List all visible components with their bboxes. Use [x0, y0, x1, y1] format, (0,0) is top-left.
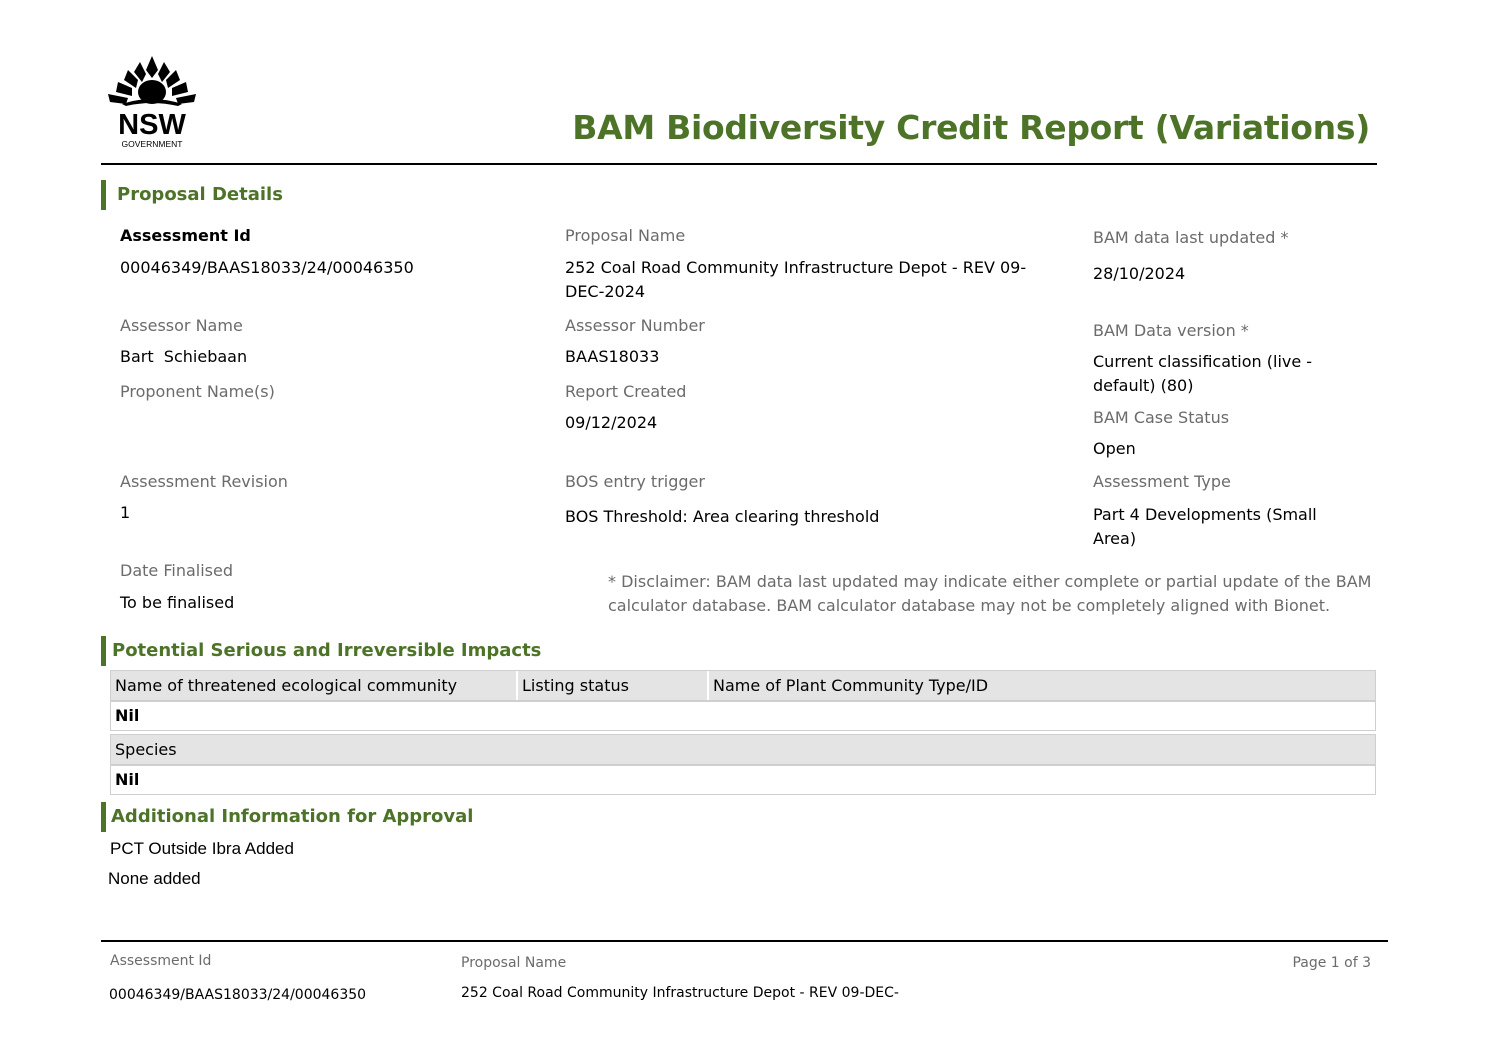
- waratah-icon: [106, 54, 198, 150]
- assessment-id-label: Assessment Id: [120, 226, 251, 245]
- assessment-revision-value: 1: [120, 503, 131, 522]
- bam-data-last-updated-value: 28/10/2024: [1093, 264, 1186, 283]
- report-title: BAM Biodiversity Credit Report (Variations): [572, 108, 1370, 147]
- footer-proposal-name-label: Proposal Name: [461, 955, 567, 971]
- date-finalised-value: To be finalised: [120, 593, 235, 612]
- community-table: [110, 670, 1376, 731]
- column-header-species: Species: [115, 740, 177, 759]
- footer-divider: [101, 940, 1388, 942]
- bos-entry-trigger-label: BOS entry trigger: [565, 472, 705, 491]
- species-table: [110, 734, 1376, 795]
- assessor-name-label: Assessor Name: [120, 316, 243, 335]
- bos-entry-trigger-value: BOS Threshold: Area clearing threshold: [565, 507, 880, 526]
- assessor-number-value: BAAS18033: [565, 347, 660, 366]
- header-divider: [101, 163, 1377, 165]
- species-table-header: [110, 734, 1376, 765]
- assessment-type-value: Part 4 Developments (Small Area): [1093, 505, 1317, 548]
- assessment-type-label: Assessment Type: [1093, 472, 1231, 491]
- community-table-row: Nil: [110, 701, 1376, 731]
- section-heading-serious-impacts: Potential Serious and Irreversible Impacts: [101, 636, 541, 666]
- bam-data-last-updated-label: BAM data last updated *: [1093, 228, 1289, 247]
- report-created-value: 09/12/2024: [565, 413, 658, 432]
- date-finalised-label: Date Finalised: [120, 561, 233, 580]
- report-created-label: Report Created: [565, 382, 687, 401]
- page-number: Page 1 of 3: [1292, 955, 1371, 971]
- bam-case-status-value: Open: [1093, 439, 1136, 458]
- species-table-row: Nil: [110, 765, 1376, 795]
- proponent-names-label: Proponent Name(s): [120, 382, 275, 401]
- assessment-revision-label: Assessment Revision: [120, 472, 288, 491]
- proposal-name-value: 252 Coal Road Community Infrastructure Depot - REV 09-DEC-2024: [565, 258, 1027, 301]
- column-header-listing-status: Listing status: [518, 671, 709, 700]
- disclaimer-note: * Disclaimer: BAM data last updated may indicate either complete or partial update of the BAM calculator database. BAM calculator database may not be completely aligned with Bionet.: [608, 572, 1372, 615]
- footer-assessment-id-label: Assessment Id: [110, 953, 212, 969]
- svg-text:NSW: NSW: [118, 109, 186, 141]
- section-heading-additional-info: Additional Information for Approval: [101, 802, 473, 832]
- assessor-number-label: Assessor Number: [565, 316, 705, 335]
- svg-text:GOVERNMENT: GOVERNMENT: [121, 139, 183, 149]
- pct-outside-ibra-value: None added: [108, 869, 201, 888]
- column-header-community: Name of threatened ecological community: [111, 671, 518, 700]
- pct-outside-ibra-label: PCT Outside Ibra Added: [110, 839, 294, 858]
- assessment-id-value: 00046349/BAAS18033/24/00046350: [120, 258, 414, 277]
- section-heading-proposal-details: Proposal Details: [101, 180, 283, 210]
- bam-case-status-label: BAM Case Status: [1093, 408, 1230, 427]
- footer-proposal-name-value: 252 Coal Road Community Infrastructure Depot - REV 09-DEC-: [461, 985, 899, 1001]
- assessor-name-value: Bart Schiebaan: [120, 347, 248, 366]
- column-header-pct: Name of Plant Community Type/ID: [713, 676, 989, 695]
- proposal-name-label: Proposal Name: [565, 226, 686, 245]
- bam-data-version-label: BAM Data version *: [1093, 321, 1249, 340]
- footer-assessment-id-value: 00046349/BAAS18033/24/00046350: [109, 987, 367, 1003]
- community-table-header: [110, 670, 1376, 701]
- bam-data-version-value: Current classification (live - default) (80): [1093, 352, 1313, 395]
- nsw-government-logo: [106, 54, 198, 150]
